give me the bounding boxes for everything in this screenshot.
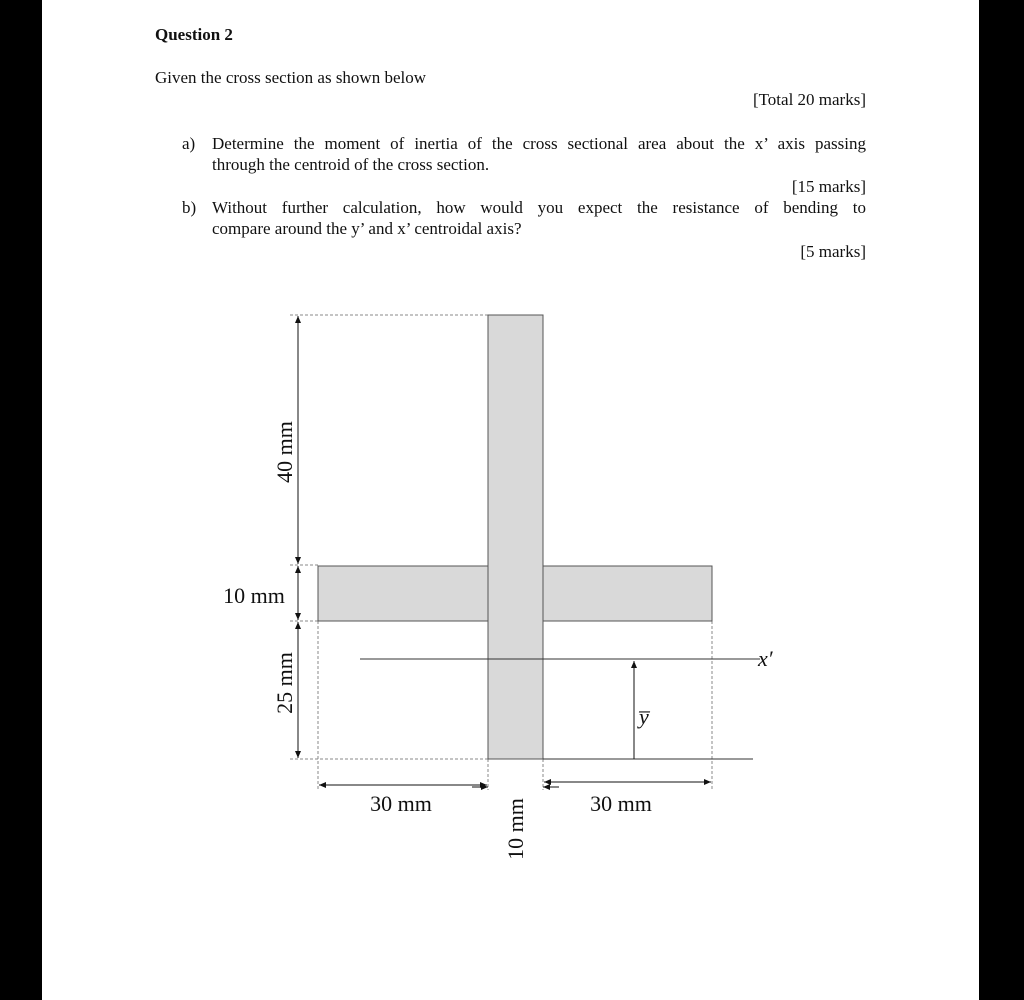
part-b-line2: compare around the y’ and x’ centroidal axis? [212,219,522,238]
dim-web-width-label: 10 mm [503,798,528,860]
horizontal-dimensions [319,782,711,787]
question-intro: Given the cross section as shown below [155,68,427,87]
web [488,315,543,759]
ybar-label: y̅ [639,704,649,729]
part-b-marks: [5 marks] [800,242,866,261]
dim-bottom-web-label: 25 mm [272,652,297,714]
part-a-line2: through the centroid of the cross section. [212,155,490,174]
total-marks: [Total 20 marks] [752,90,866,109]
dim-right-label: 30 mm [590,791,652,816]
part-b-label: b) [182,198,197,217]
cross-section-figure [42,0,979,1000]
part-b-line1: Without further calculation, how would you expect the resistance of bending to [212,198,866,217]
right-flange [543,566,712,621]
dim-top-web-label: 40 mm [272,421,297,483]
left-flange [318,566,488,621]
document-page [42,0,979,1000]
part-a-label: a) [182,134,196,153]
dim-flange-label: 10 mm [223,583,285,608]
question-title: Question 2 [155,25,233,44]
part-a-marks: [15 marks] [791,177,866,196]
axis-label: x′ [758,646,773,671]
dim-left-label: 30 mm [370,791,432,816]
part-a-line1: Determine the moment of inertia of the cross sectional area about the x’ axis passing [212,134,866,153]
